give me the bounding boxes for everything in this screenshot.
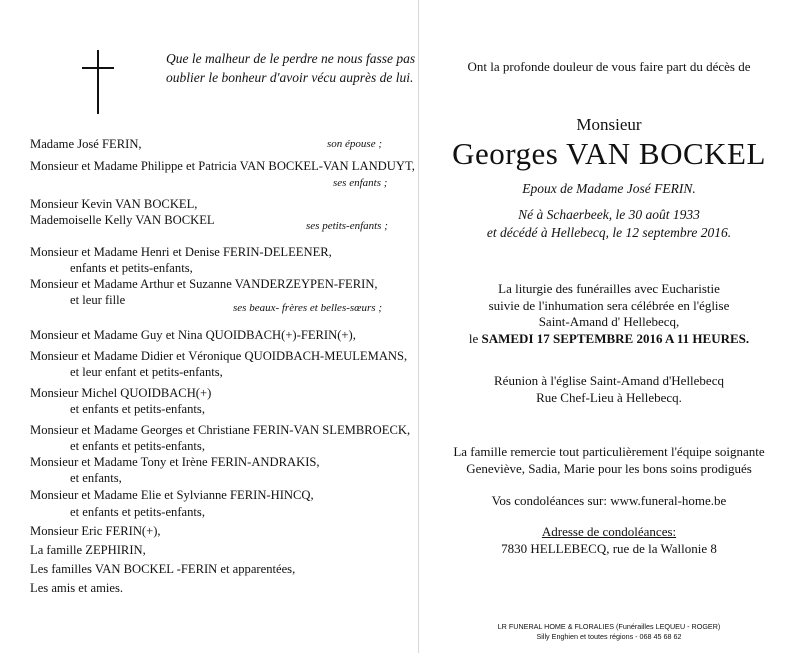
family-line: Monsieur et Madame Henri et Denise FERIN-DELEENER,	[30, 245, 332, 259]
family-line: Monsieur et Madame Tony et Irène FERIN-ANDRAKIS,	[30, 455, 320, 469]
quote-line: Que le malheur de le perdre ne nous fasse pas	[166, 51, 416, 66]
meeting-line: Rue Chef-Lieu à Hellebecq.	[536, 390, 682, 405]
memorial-quote	[166, 49, 416, 87]
online-condolences: Vos condoléances sur: www.funeral-home.be	[491, 493, 727, 508]
funeral-line: La liturgie des funérailles avec Eucharistie	[498, 281, 720, 296]
family-line: et enfants et petits-enfants,	[70, 505, 205, 519]
funeral-line: Saint-Amand d' Hellebecq,	[538, 314, 680, 329]
spouse-line: Epoux de Madame José FERIN.	[522, 181, 696, 196]
thanks-line: La famille remercie tout particulièrement l'équipe soignante	[453, 444, 765, 459]
death-line: et décédé à Hellebecq, le 12 septembre 2016.	[486, 225, 732, 240]
family-line: Monsieur et Madame Philippe et Patricia VAN BOCKEL-VAN LANDUYT,	[30, 159, 415, 173]
meeting-line: Réunion à l'église Saint-Amand d'Hellebecq	[494, 373, 724, 388]
family-line: Mademoiselle Kelly VAN BOCKEL	[30, 213, 215, 227]
family-line: Monsieur et Madame Didier et Véronique QUOIDBACH-MEULEMANS,	[30, 349, 408, 363]
relation-label: ses beaux- frères et belles-sœurs ;	[233, 302, 382, 314]
family-line: et leur fille	[70, 293, 126, 307]
deceased-title: Monsieur	[576, 115, 642, 134]
family-line: et leur enfant et petits-enfants,	[70, 365, 223, 379]
family-line: Monsieur et Madame Elie et Sylvianne FERIN-HINCQ,	[30, 488, 314, 502]
quote-line: oublier le bonheur d'avoir vécu auprès de lui.	[166, 70, 414, 85]
family-line: La famille ZEPHIRIN,	[30, 543, 146, 557]
funeral-date: SAMEDI 17 SEPTEMBRE 2016 A 11 HEURES.	[481, 331, 750, 346]
family-line: Monsieur et Madame Guy et Nina QUOIDBACH(+)-FERIN(+),	[30, 328, 356, 342]
family-line: Monsieur Eric FERIN(+),	[30, 524, 161, 538]
funeral-home-contact: Silly Enghien et toutes régions - 068 45 68 62	[536, 632, 682, 641]
birth-line: Né à Schaerbeek, le 30 août 1933	[518, 207, 700, 222]
family-line: Monsieur et Madame Georges et Christiane FERIN-VAN SLEMBROECK,	[30, 423, 411, 437]
deceased-name: Georges VAN BOCKEL	[452, 136, 766, 171]
condolence-heading: Adresse de condoléances:	[541, 524, 677, 539]
funeral-line: suivie de l'inhumation sera célébrée en l'église	[488, 298, 730, 313]
funeral-home-name: LR FUNERAL HOME & FLORALIES (Funérailles LEQUEU - ROGER)	[497, 622, 721, 631]
condolence-address: 7830 HELLEBECQ, rue de la Wallonie 8	[501, 541, 717, 556]
family-line: Madame José FERIN,	[30, 137, 142, 151]
family-line: enfants et petits-enfants,	[70, 261, 193, 275]
family-line: Monsieur Kevin VAN BOCKEL,	[30, 197, 198, 211]
funeral-date-prefix: le	[468, 331, 482, 346]
family-line: et enfants,	[70, 471, 122, 485]
family-line: Les familles VAN BOCKEL -FERIN et apparentées,	[30, 562, 296, 576]
relation-label: ses petits-enfants ;	[306, 220, 388, 232]
family-line: et enfants et petits-enfants,	[70, 402, 205, 416]
relation-label: ses enfants ;	[333, 177, 388, 189]
relation-label: son épouse ;	[327, 138, 382, 150]
family-line: et enfants et petits-enfants,	[70, 439, 205, 453]
announcement-intro: Ont la profonde douleur de vous faire part du décès de	[467, 59, 751, 74]
family-line: Monsieur Michel QUOIDBACH(+)	[30, 386, 212, 400]
thanks-line: Geneviève, Sadia, Marie pour les bons soins prodigués	[466, 461, 752, 476]
family-line: Monsieur et Madame Arthur et Suzanne VANDERZEYPEN-FERIN,	[30, 277, 378, 291]
funeral-date-line	[418, 330, 800, 347]
family-line: Les amis et amies.	[30, 581, 124, 595]
